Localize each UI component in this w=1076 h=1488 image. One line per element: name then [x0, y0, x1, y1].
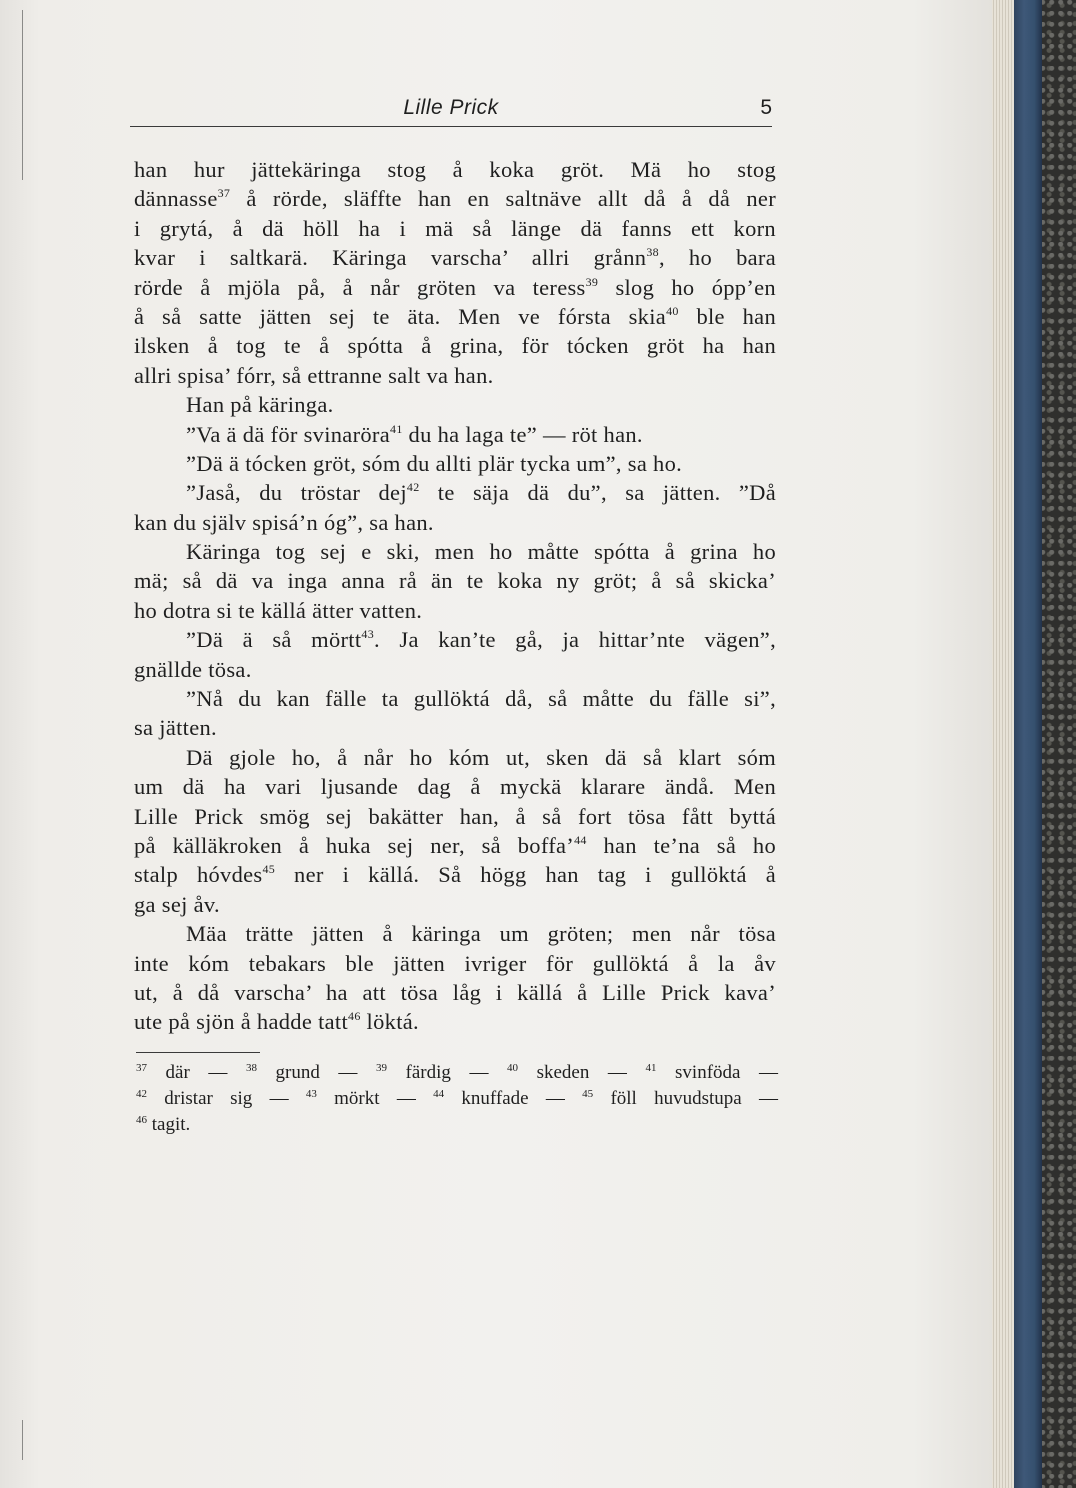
footnote-ref: 39 — [585, 274, 599, 289]
text-line: Lille Prick smög sej bakätter han, å så fort tösa fått byttá — [134, 803, 776, 829]
text-line: allri spisa’ fórr, så ettranne salt va han. — [134, 362, 494, 388]
footnote-ref: 46 — [348, 1009, 361, 1024]
page-number: 5 — [760, 96, 772, 119]
text-line: gnällde tösa. — [134, 656, 252, 682]
running-title: Lille Prick — [403, 96, 499, 119]
margin-mark — [22, 1420, 23, 1460]
text-line: ilsken å tog te å spótta å grina, för tócken gröt ha han — [134, 333, 776, 359]
footnote-ref: 37 — [217, 186, 231, 201]
footnote-divider — [136, 1052, 260, 1053]
dark-background — [1040, 0, 1076, 1488]
footnote-ref: 41 — [390, 421, 403, 436]
margin-mark — [22, 10, 23, 180]
footnote-ref: 42 — [406, 480, 420, 495]
footnote-ref: 43 — [361, 627, 374, 642]
text-line: rörde å mjöla på, å når gröten va teress$^{39}$ slog ho ópp’en — [134, 274, 776, 300]
text-line: sa jätten. — [134, 715, 217, 741]
text-line: å så satte jätten sej te äta. Men ve fórsta skia$^{40}$ ble han — [134, 303, 777, 329]
footnote-number: 46 — [136, 1114, 147, 1126]
footnote-number: 40 — [507, 1062, 519, 1074]
text-line: ”Dä ä så mörtt$^{43}$. Ja kan’te gå, ja hittar’nte vägen”, — [186, 627, 776, 653]
text-line: Mäa trätte jätten å käringa um gröten; men når tösa — [186, 921, 776, 947]
text-line: stalp hóvdes$^{45}$ ner i källá. Så högg han tag i gullöktá å — [134, 862, 776, 888]
text-line: ho dotra si te källá ätter vatten. — [134, 597, 423, 623]
footnote-number: 42 — [136, 1088, 147, 1100]
footnote-ref: 45 — [262, 862, 276, 877]
text-line: Käringa tog sej e ski, men ho måtte spótta å grina ho — [186, 539, 776, 565]
text-line: på källäkroken å huka sej ner, så boffa’$^{44}$ han te’na så ho — [134, 832, 776, 858]
text-line: ut, å då varscha’ ha att tösa låg i källá å Lille Prick kava’ — [134, 979, 776, 1005]
footnote-ref: 44 — [574, 832, 587, 847]
text-line: ”Nå du kan fälle ta gullöktá då, så måtte du fälle si”, — [186, 686, 776, 712]
footnote-number: 37 — [136, 1062, 147, 1074]
footnote-number: 44 — [433, 1088, 445, 1100]
footnote-line: $^{37}$ där — $^{38}$ grund — $^{39}$ färdig — $^{40}$ skeden — $^{41}$ svinföda — — [136, 1062, 779, 1083]
text-line: ”Jaså, du tröstar dej$^{42}$ te säja dä du”, sa jätten. ”Då — [186, 480, 776, 506]
body-text — [134, 155, 776, 1037]
text-line: Han på käringa. — [186, 392, 334, 418]
text-line: han hur jättekäringa stog å koka gröt. Mä ho stog — [134, 157, 776, 182]
running-header — [130, 92, 772, 127]
text-line: dännasse$^{37}$ å rörde, släffte han en saltnäve allt då å då ner — [134, 186, 776, 212]
text-line: um dä ha vari ljusande dag å myckä klarare ändå. Men — [134, 774, 776, 800]
footnote-number: 39 — [375, 1062, 387, 1074]
text-line: kan du själv spisá’n óg”, sa han. — [134, 509, 434, 535]
text-line: ute på sjön å hadde tatt$^{46}$ löktá. — [134, 1009, 419, 1035]
footnote-line: $^{42}$ dristar sig — $^{43}$ mörkt — $^{44}$ knuffade — $^{45}$ föll huvudstupa — — [136, 1088, 779, 1109]
text-line: ”Dä ä tócken gröt, sóm du allti plär tycka um”, sa ho. — [186, 450, 683, 476]
text-line: kvar i saltkarä. Käringa varscha’ allri grånn$^{38}$, ho bara — [134, 245, 776, 271]
footnote-number: 41 — [645, 1062, 657, 1074]
text-line: Dä gjole ho, å når ho kóm ut, sken dä så klart sóm — [186, 744, 776, 770]
footnotes — [136, 1060, 778, 1138]
text-line: ”Va ä dä för svinaröra$^{41}$ du ha laga te” — röt han. — [186, 421, 643, 447]
footnote-line: $^{46}$ tagit. — [136, 1114, 191, 1135]
footnote-ref: 38 — [646, 245, 659, 260]
text-line: inte kóm tebakars ble jätten ivriger för gullöktá å la åv — [134, 950, 776, 976]
text-line: i grytá, å dä höll ha i mä så länge dä fanns ett korn — [134, 215, 776, 241]
footnote-ref: 40 — [666, 303, 679, 318]
footnote-number: 38 — [245, 1062, 257, 1074]
footnote-number: 43 — [305, 1088, 317, 1100]
footnote-number: 45 — [582, 1088, 594, 1100]
text-line: mä; så dä va inga anna rå än te koka ny gröt; å så skicka’ — [134, 568, 776, 594]
book-cover-edge — [1012, 0, 1042, 1488]
text-line: ga sej åv. — [134, 891, 220, 917]
